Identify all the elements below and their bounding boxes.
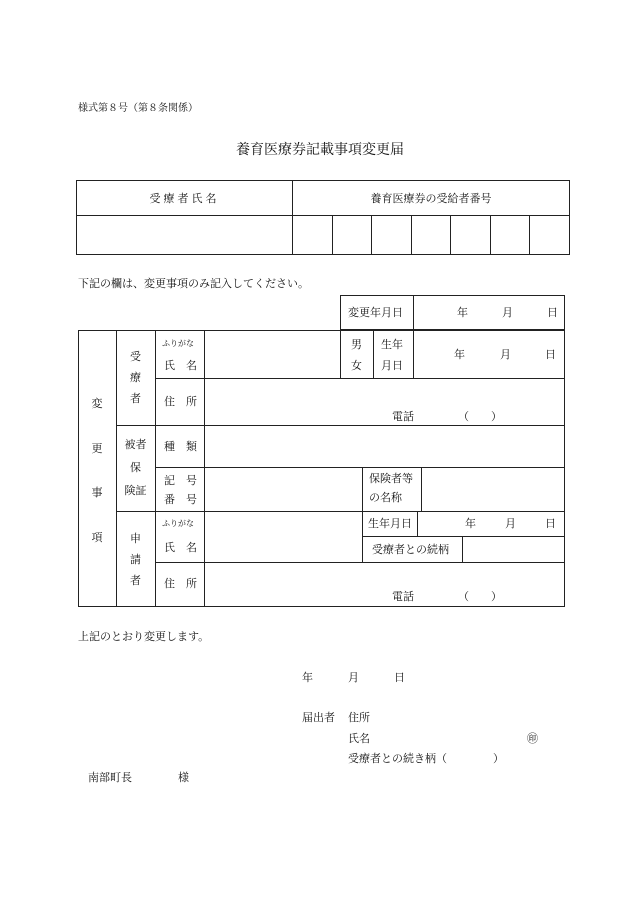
patient-label-char: 受	[130, 350, 141, 363]
applicant-birth-year: 年	[465, 517, 476, 530]
patient-label	[116, 348, 155, 406]
recipient-name-field[interactable]	[77, 216, 293, 255]
change-date-month: 月	[502, 306, 513, 319]
submit-year: 年	[302, 671, 313, 684]
applicant-birth-month: 月	[505, 517, 516, 530]
applicant-name-label: 氏 名	[164, 541, 197, 554]
applicant-label-char: 請	[130, 553, 141, 566]
applicant-birth-day: 日	[545, 517, 556, 530]
notifier-address-label: 住所	[348, 711, 370, 724]
insurance-label-line: 保	[130, 461, 141, 474]
number-digit-cell[interactable]	[293, 216, 333, 255]
change-date-label: 変更年月日	[348, 306, 403, 319]
insurance-type-label: 種 類	[164, 440, 197, 453]
section-label-char: 更	[91, 441, 103, 455]
applicant-furigana-label: ふりがな	[162, 519, 194, 528]
submit-day: 日	[394, 671, 405, 684]
patient-furigana-label: ふりがな	[162, 339, 194, 348]
insurance-label-line: 険証	[124, 484, 147, 497]
applicant-relation-label: 受療者との続柄	[372, 543, 449, 556]
number-digit-cell[interactable]	[490, 216, 530, 255]
insurer-name-label-2: の名称	[369, 491, 402, 504]
number-digit-cell[interactable]	[411, 216, 451, 255]
form-number: 様式第８号（第８条関係）	[78, 103, 198, 114]
submit-month: 月	[348, 671, 359, 684]
form-title: 養育医療券記載事項変更届	[236, 142, 404, 158]
patient-phone-label: 電話	[392, 410, 414, 423]
recipient-number-header: 養育医療券の受給者番号	[293, 181, 570, 216]
section-label-char: 事	[91, 486, 103, 500]
recipient-name-header: 受療者氏名	[77, 181, 293, 216]
notifier-name-label: 氏名	[348, 732, 370, 745]
patient-birth-year: 年	[454, 348, 465, 361]
patient-name-field[interactable]	[205, 331, 339, 377]
patient-label-char: 療	[130, 371, 141, 384]
number-digit-cell[interactable]	[332, 216, 372, 255]
patient-label-char: 者	[130, 392, 141, 405]
patient-birth-day: 日	[545, 348, 556, 361]
change-date-day: 日	[547, 306, 558, 319]
patient-birth-month: 月	[500, 348, 511, 361]
insurance-label-line: 被者	[124, 438, 147, 451]
number-digit-cell[interactable]	[372, 216, 412, 255]
section-label-char: 項	[91, 530, 103, 544]
patient-phone-parens: （ ）	[458, 410, 502, 423]
patient-address-label: 住 所	[164, 395, 197, 408]
applicant-label-char: 申	[130, 532, 141, 545]
instruction-text: 下記の欄は、変更事項のみ記入してください。	[78, 277, 309, 290]
insurance-label	[116, 436, 155, 498]
patient-birth-label-2: 月日	[381, 359, 403, 372]
seal-mark: ㊞	[527, 732, 538, 745]
insurer-name-label-1: 保険者等	[369, 472, 413, 485]
recipient-table	[76, 180, 570, 255]
notifier-relation-label: 受療者との続き柄（	[348, 752, 447, 765]
change-date-year: 年	[457, 306, 468, 319]
patient-name-label: 氏 名	[164, 359, 197, 372]
applicant-label	[116, 530, 155, 588]
sex-female[interactable]: 女	[351, 359, 362, 372]
applicant-phone-label: 電話	[392, 590, 414, 603]
insurance-number-label-2: 番 号	[164, 493, 197, 506]
applicant-label-char: 者	[130, 574, 141, 587]
notifier-relation-close: ）	[493, 752, 504, 765]
sex-male[interactable]: 男	[351, 338, 362, 351]
applicant-birth-label: 生年月日	[368, 517, 412, 530]
insurance-number-label-1: 記 号	[164, 474, 197, 487]
number-digit-cell[interactable]	[451, 216, 491, 255]
addressee-name: 南部町長	[88, 771, 132, 784]
section-label-char: 変	[91, 397, 103, 410]
number-digit-cell[interactable]	[530, 216, 570, 255]
notifier-label: 届出者	[302, 711, 335, 724]
patient-birth-label-1: 生年	[381, 338, 403, 351]
addressee-honorific: 様	[178, 771, 189, 784]
section-label	[78, 395, 116, 545]
applicant-address-label: 住 所	[164, 577, 197, 590]
statement-text: 上記のとおり変更します。	[78, 630, 210, 643]
applicant-phone-parens: （ ）	[458, 590, 502, 603]
